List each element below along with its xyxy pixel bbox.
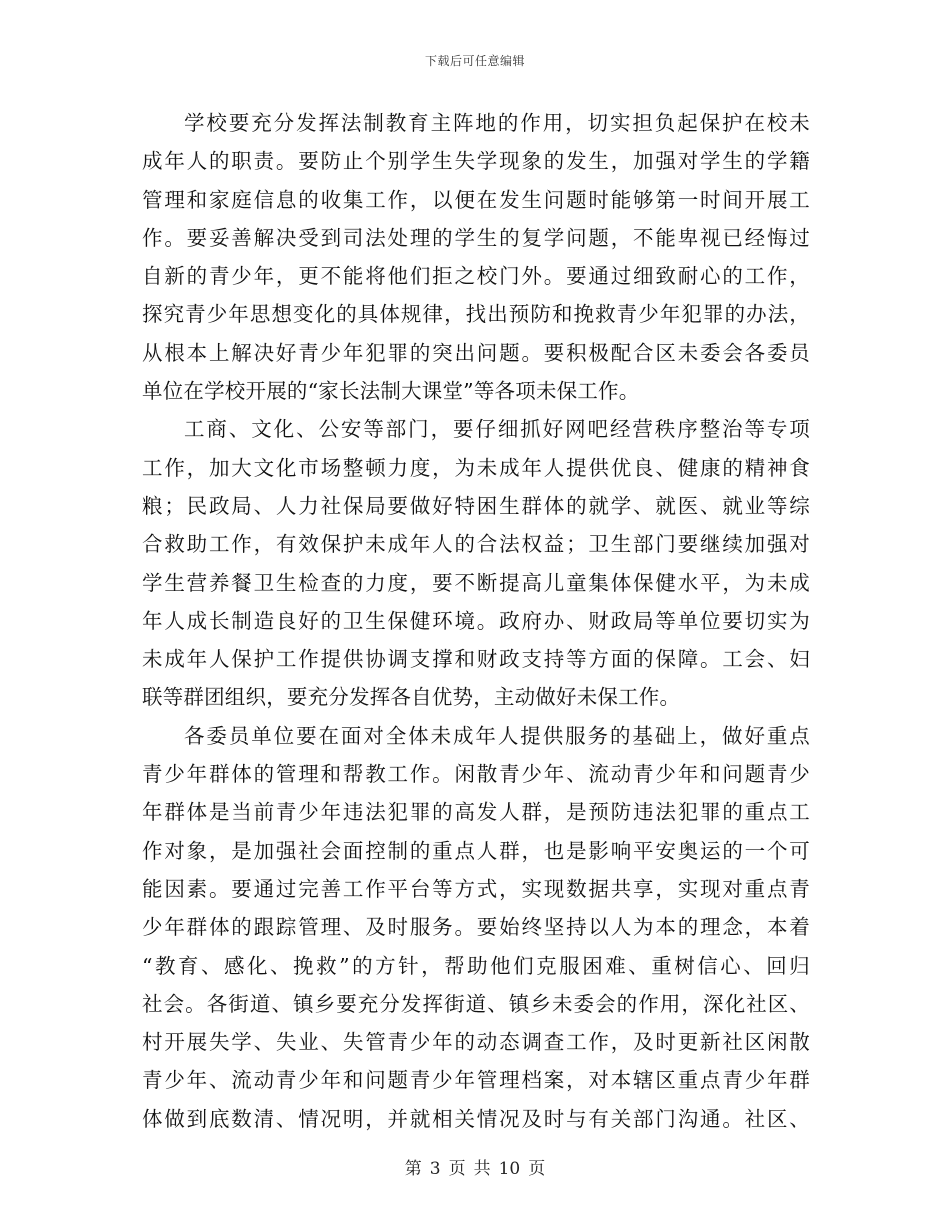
paragraph-key-youth-groups bbox=[142, 717, 810, 1138]
text-line: 工商、文化、公安等部门，要仔细抓好网吧经营秩序整治等专项 bbox=[184, 417, 810, 442]
footer-suffix: 页 bbox=[528, 1159, 546, 1179]
text-line: 各委员单位要在面对全体未成年人提供服务的基础上，做好重点 bbox=[184, 723, 810, 748]
text-line: 社会。各街道、镇乡要充分发挥街道、镇乡未委会的作用，深化社区、 bbox=[142, 991, 810, 1016]
text-line: 村开展失学、失业、失管青少年的动态调查工作，及时更新社区闲散 bbox=[142, 1030, 810, 1055]
text-line: 粮；民政局、人力社保局要做好特困生群体的就学、就医、就业等综 bbox=[142, 493, 810, 518]
text-line: 管理和家庭信息的收集工作，以便在发生问题时能够第一时间开展工 bbox=[142, 187, 810, 212]
text-line: 少年群体的跟踪管理、及时服务。要始终坚持以人为本的理念，本着 bbox=[142, 915, 810, 940]
page-header: 下载后可任意编辑 bbox=[424, 54, 525, 68]
paragraph-departments bbox=[142, 410, 810, 716]
footer-total-word: 共 bbox=[473, 1159, 491, 1179]
text-line: 年群体是当前青少年违法犯罪的高发人群，是预防违法犯罪的重点工 bbox=[142, 800, 810, 825]
text-line: 合救助工作，有效保护未成年人的合法权益；卫生部门要继续加强对 bbox=[142, 532, 810, 557]
text-line: 学生营养餐卫生检查的力度，要不断提高儿童集体保健水平，为未成 bbox=[142, 570, 810, 595]
paragraph-schools bbox=[142, 104, 810, 410]
text-line: 未成年人保护工作提供协调支撑和财政支持等方面的保障。工会、妇 bbox=[142, 647, 810, 672]
page-footer bbox=[0, 1154, 950, 1179]
text-line: 作。要妥善解决受到司法处理的学生的复学问题，不能卑视已经悔过 bbox=[142, 225, 810, 250]
document-body bbox=[142, 104, 810, 1138]
footer-page-number: 3 bbox=[429, 1159, 441, 1179]
footer-total-pages: 10 bbox=[498, 1159, 521, 1179]
text-line: 自新的青少年，更不能将他们拒之校门外。要通过细致耐心的工作， bbox=[142, 264, 810, 289]
text-line: 能因素。要通过完善工作平台等方式，实现数据共享，实现对重点青 bbox=[142, 876, 810, 901]
text-line: 青少年群体的管理和帮教工作。闲散青少年、流动青少年和问题青少 bbox=[142, 762, 810, 787]
text-line: 青少年、流动青少年和问题青少年管理档案，对本辖区重点青少年群 bbox=[142, 1068, 810, 1093]
text-line: 学校要充分发挥法制教育主阵地的作用，切实担负起保护在校未 bbox=[184, 111, 810, 135]
text-line: 年人成长制造良好的卫生保健环境。政府办、财政局等单位要切实为 bbox=[142, 608, 810, 633]
text-line: 联等群团组织，要充分发挥各自优势，主动做好未保工作。 bbox=[142, 685, 681, 710]
footer-page-word: 页 bbox=[448, 1159, 466, 1179]
text-line: 成年人的职责。要防止个别学生失学现象的发生，加强对学生的学籍 bbox=[142, 149, 810, 174]
text-line: “教育、感化、挽救”的方针，帮助他们克服困难、重树信心、回归 bbox=[142, 953, 810, 978]
text-line: 探究青少年思想变化的具体规律，找出预防和挽救青少年犯罪的办法， bbox=[142, 302, 810, 327]
footer-prefix: 第 bbox=[404, 1159, 422, 1179]
text-line: 单位在学校开展的“家长法制大课堂”等各项未保工作。 bbox=[142, 379, 640, 404]
text-line: 从根本上解决好青少年犯罪的突出问题。要积极配合区未委会各委员 bbox=[142, 340, 810, 365]
text-line: 体做到底数清、情况明，并就相关情况及时与有关部门沟通。社区、 bbox=[142, 1106, 810, 1131]
text-line: 工作，加大文化市场整顿力度，为未成年人提供优良、健康的精神食 bbox=[142, 455, 810, 480]
text-line: 作对象，是加强社会面控制的重点人群，也是影响平安奥运的一个可 bbox=[142, 838, 810, 863]
